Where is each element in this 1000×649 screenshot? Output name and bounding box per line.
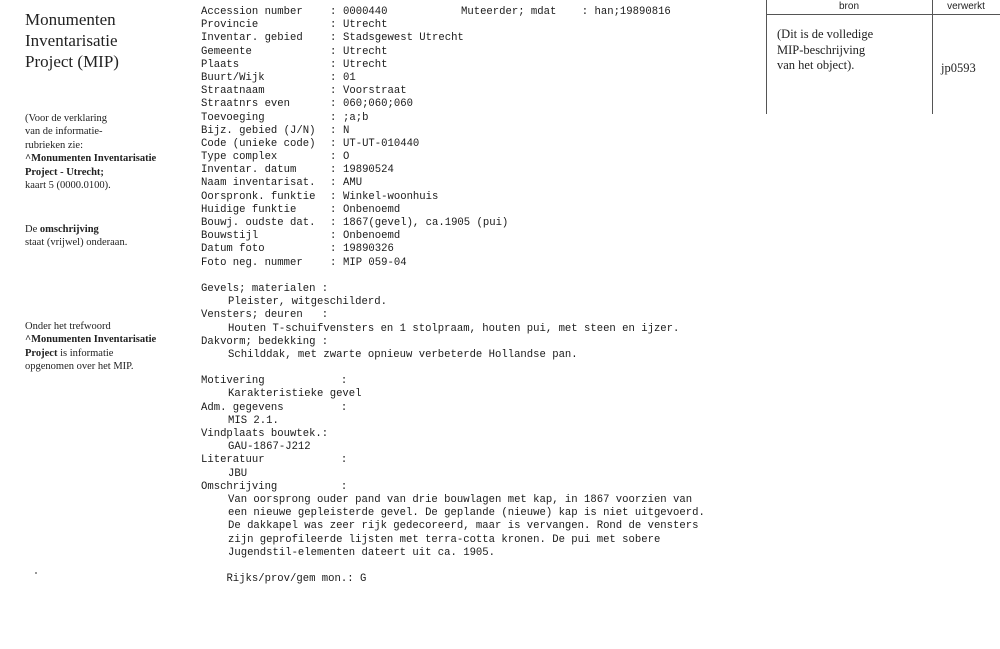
section-list-b bbox=[201, 375, 761, 481]
note-text: De bbox=[25, 224, 40, 235]
field-label: Provincie bbox=[201, 19, 259, 32]
note-line: Project - Utrecht; bbox=[25, 166, 104, 178]
note-line: (Voor de verklaring bbox=[25, 113, 108, 124]
field-label: Straatnrs even bbox=[201, 98, 291, 111]
field-value: 1867(gevel), ca.1905 (pui) bbox=[343, 217, 509, 229]
section-heading: Vindplaats bouwtek.: bbox=[201, 428, 329, 441]
field-label: Plaats bbox=[201, 58, 240, 71]
field-label: Datum foto bbox=[201, 243, 265, 256]
note-line: staat (vrijwel) onderaan. bbox=[25, 237, 128, 249]
field-row bbox=[201, 125, 761, 138]
field-colon: : bbox=[330, 19, 337, 32]
field-list bbox=[201, 6, 761, 270]
field-label: Naam inventarisat. bbox=[201, 177, 316, 190]
record-body bbox=[201, 6, 761, 586]
note-line: ^Monumenten Inventarisatie bbox=[25, 153, 157, 165]
field-value: Voorstraat bbox=[343, 85, 407, 98]
title-line: Inventarisatie bbox=[25, 31, 118, 50]
section-value: JBU bbox=[228, 467, 248, 480]
field-value: Utrecht bbox=[343, 45, 388, 58]
keyword-note bbox=[25, 320, 190, 374]
note-line bbox=[25, 347, 190, 360]
section-value: MIS 2.1. bbox=[228, 414, 279, 427]
field-colon: : bbox=[330, 177, 337, 190]
section-value: Pleister, witgeschilderd. bbox=[228, 296, 387, 309]
field-colon: : bbox=[330, 124, 337, 137]
field-colon: : bbox=[330, 45, 337, 58]
note-line bbox=[25, 223, 190, 236]
table-divider bbox=[766, 0, 767, 114]
header-bron: bron bbox=[766, 0, 932, 15]
field-row bbox=[201, 257, 761, 270]
note-line: Onder het trefwoord bbox=[25, 321, 111, 332]
field-colon: : bbox=[330, 256, 337, 269]
field-row bbox=[201, 6, 761, 19]
note-line: ^Monumenten Inventarisatie bbox=[25, 334, 157, 346]
section-list-a bbox=[201, 283, 761, 362]
field-value: UT-UT-010440 bbox=[343, 137, 420, 150]
field-value: G bbox=[359, 573, 367, 586]
bron-line: MIP-beschrijving bbox=[777, 42, 866, 57]
scan-speck bbox=[35, 572, 37, 574]
explanation-note bbox=[25, 112, 190, 192]
field-colon: : bbox=[330, 32, 337, 45]
field-value: AMU bbox=[343, 177, 363, 190]
field-colon: : bbox=[330, 85, 337, 98]
field-label: Gemeente bbox=[201, 45, 252, 58]
field-row bbox=[201, 204, 761, 217]
field-row bbox=[201, 217, 761, 230]
note-line: rubrieken zie: bbox=[25, 139, 84, 151]
bron-cell bbox=[777, 27, 927, 74]
field-row bbox=[201, 230, 761, 243]
field-row bbox=[201, 32, 761, 45]
field-colon: : bbox=[330, 6, 337, 18]
field-value: 060;060;060 bbox=[343, 98, 413, 111]
field-colon: : bbox=[330, 190, 337, 203]
field-label: Inventar. gebied bbox=[201, 32, 303, 45]
note-bold-term: Project bbox=[25, 347, 58, 359]
note-text: is informatie bbox=[57, 347, 114, 359]
field-colon: : bbox=[330, 111, 337, 124]
field-row bbox=[201, 164, 761, 177]
field-label: Type complex bbox=[201, 151, 278, 164]
section-value: GAU-1867-J212 bbox=[228, 441, 311, 454]
field-colon: : bbox=[330, 98, 337, 111]
table-divider bbox=[932, 0, 933, 114]
field-value: Utrecht bbox=[343, 19, 388, 32]
field-label: Rijks/prov/gem mon.: bbox=[226, 573, 354, 586]
document-title bbox=[25, 9, 195, 72]
field-colon: : bbox=[330, 217, 337, 229]
field-label: Bijz. gebied (J/N) bbox=[201, 124, 316, 137]
omschrijving-line: Van oorsprong ouder pand van drie bouwlagen met kap, in 1867 voorzien van bbox=[228, 494, 693, 507]
omschrijving-heading: Omschrijving : bbox=[201, 480, 348, 493]
field-colon: : bbox=[330, 164, 337, 177]
field-value: ;a;b bbox=[343, 111, 369, 124]
note-line: kaart 5 (0000.0100). bbox=[25, 180, 111, 192]
field-colon: : bbox=[330, 203, 337, 216]
omschrijving-text bbox=[201, 494, 761, 560]
omschrijving-line: een nieuwe gepleisterde gevel. De geplande (nieuwe) kap is niet uitgevoerd. bbox=[228, 507, 705, 520]
field-label: Straatnaam bbox=[201, 85, 265, 98]
note-line: van de informatie- bbox=[25, 126, 103, 138]
field-row bbox=[201, 177, 761, 190]
field-label: Oorspronk. funktie bbox=[201, 190, 316, 203]
field-colon: : bbox=[330, 243, 337, 256]
section-heading: Vensters; deuren : bbox=[201, 309, 329, 322]
field-row bbox=[201, 191, 761, 204]
field-value: O bbox=[343, 151, 350, 164]
section-value: Karakteristieke gevel bbox=[228, 388, 362, 401]
field-row bbox=[201, 98, 761, 111]
section-heading: Adm. gegevens : bbox=[201, 401, 348, 414]
bron-line: van het object). bbox=[777, 58, 855, 72]
omschrijving-line: zijn geprofileerde lijsten met terra-cotta kronen. De pui met sobere bbox=[228, 533, 661, 546]
omschrijving-note bbox=[25, 223, 190, 250]
field-value: Utrecht bbox=[343, 58, 388, 71]
title-line: Monumenten bbox=[25, 10, 116, 29]
field-colon: : bbox=[330, 58, 337, 71]
field-label: Toevoeging bbox=[201, 111, 265, 124]
field-row bbox=[201, 151, 761, 164]
field-label: Foto neg. nummer bbox=[201, 256, 303, 269]
section-heading: Literatuur : bbox=[201, 454, 348, 467]
bron-line: (Dit is de volledige bbox=[777, 27, 874, 41]
mutation-info: Muteerder; mdat : han;19890816 bbox=[461, 6, 671, 18]
field-row bbox=[201, 138, 761, 151]
field-value: Stadsgewest Utrecht bbox=[343, 32, 464, 45]
omschrijving-line: De dakkapel was zeer rijk gedecoreerd, maar is vervangen. Rond de vensters bbox=[228, 520, 699, 533]
verwerkt-cell: jp0593 bbox=[941, 61, 976, 75]
field-row bbox=[201, 243, 761, 256]
field-row bbox=[201, 85, 761, 98]
field-value: Onbenoemd bbox=[343, 203, 401, 216]
header-verwerkt: verwerkt bbox=[932, 0, 1000, 15]
section-heading: Gevels; materialen : bbox=[201, 282, 329, 295]
section-value: Schilddak, met zwarte opnieuw verbeterde Hollandse pan. bbox=[228, 348, 578, 361]
field-colon: : bbox=[330, 71, 337, 84]
field-row bbox=[201, 59, 761, 72]
note-line: opgenomen over het MIP. bbox=[25, 361, 134, 373]
field-label: Bouwj. oudste dat. bbox=[201, 217, 316, 229]
field-value: 19890326 bbox=[343, 243, 394, 256]
field-label: Inventar. datum bbox=[201, 164, 297, 177]
field-value: Onbenoemd bbox=[343, 230, 401, 243]
field-row bbox=[201, 46, 761, 59]
field-value: 0000440 bbox=[343, 6, 388, 18]
field-label: Code (unieke code) bbox=[201, 137, 316, 150]
field-value: Winkel-woonhuis bbox=[343, 190, 439, 203]
field-label: Bouwstijl bbox=[201, 230, 259, 243]
section-value: Houten T-schuifvensters en 1 stolpraam, houten pui, met steen en ijzer. bbox=[228, 322, 680, 335]
field-colon: : bbox=[330, 230, 337, 243]
field-value: 01 bbox=[343, 71, 356, 84]
field-colon: : bbox=[330, 137, 337, 150]
field-colon: : bbox=[330, 151, 337, 164]
omschrijving-line: Jugendstil-elementen dateert uit ca. 1905. bbox=[228, 546, 496, 559]
field-label: Accession number bbox=[201, 6, 303, 18]
field-row bbox=[201, 112, 761, 125]
title-line: Project (MIP) bbox=[25, 52, 119, 71]
section-heading: Dakvorm; bedekking : bbox=[201, 335, 329, 348]
section-heading: Motivering : bbox=[201, 375, 348, 388]
field-value: 19890524 bbox=[343, 164, 394, 177]
field-row bbox=[201, 72, 761, 85]
field-value: MIP 059-04 bbox=[343, 256, 407, 269]
note-bold-term: omschrijving bbox=[39, 224, 99, 235]
rijks-row bbox=[201, 560, 761, 586]
field-label: Buurt/Wijk bbox=[201, 71, 265, 84]
field-value: N bbox=[343, 124, 350, 137]
field-row bbox=[201, 19, 761, 32]
source-table bbox=[766, 0, 1000, 114]
field-label: Huidige funktie bbox=[201, 203, 297, 216]
